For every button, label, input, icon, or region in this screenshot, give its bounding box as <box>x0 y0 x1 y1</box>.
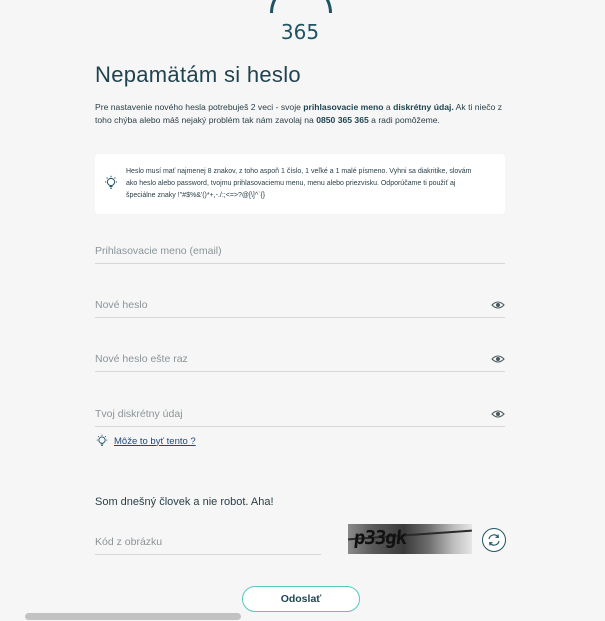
secret-field <box>95 404 505 427</box>
intro-part-1: Pre nastavenie nového hesla potrebuješ 2 veci - svoje <box>95 102 304 112</box>
captcha-code: p33gk <box>352 527 408 549</box>
new-password-field <box>95 295 505 318</box>
secret-hint-link[interactable] <box>95 433 196 449</box>
intro-bold-username: prihlasovacie meno <box>303 102 384 112</box>
eye-icon[interactable] <box>491 299 505 311</box>
eye-icon[interactable] <box>491 353 505 365</box>
secret-hint-label[interactable]: Môže to byť tento ? <box>114 435 196 447</box>
logo <box>270 0 330 44</box>
logo-text: 365 <box>280 20 320 44</box>
username-field <box>95 241 505 264</box>
refresh-icon <box>483 529 505 551</box>
horizontal-scrollbar[interactable] <box>25 613 241 620</box>
new-password-repeat-input[interactable] <box>95 349 475 369</box>
secret-input[interactable] <box>95 404 475 424</box>
page-title: Nepamätám si heslo <box>95 62 301 87</box>
new-password-input[interactable] <box>95 295 475 315</box>
new-password-repeat-field <box>95 349 505 372</box>
lightbulb-icon <box>103 175 119 191</box>
intro-part-3: Ak ti niečo z toho chýba alebo máš nejaký problém tak nám zavolaj na <box>95 102 503 125</box>
captcha-image <box>348 524 472 554</box>
password-rules-text: Heslo musí mať najmenej 8 znakov, z toho aspoň 1 číslo, 1 veľké a 1 malé písmeno. Vyhni sa diakritike, slovám ako heslo alebo password, tvojmu prihlasovaciemu menu, menu alebo priezvisku. Odporúčame ti použiť aj špeciálne znaky !"#$%&'()*+,-./:;<=>?@[\]^`{} <box>126 168 472 199</box>
intro-text <box>95 101 510 127</box>
intro-part-4: a radi pomôžeme. <box>368 115 440 125</box>
lightbulb-icon <box>95 434 109 448</box>
intro-bold-phone: 0850 365 365 <box>316 115 369 125</box>
intro-bold-secret: diskrétny údaj. <box>393 102 454 112</box>
captcha-refresh-button[interactable] <box>482 528 506 552</box>
intro-part-2: a <box>383 102 394 112</box>
username-input[interactable] <box>95 241 475 261</box>
captcha-heading: Som dnešný človek a nie robot. Aha! <box>95 496 274 508</box>
submit-button[interactable]: Odoslať <box>242 586 360 612</box>
eye-icon[interactable] <box>491 408 505 420</box>
password-info-box <box>95 154 505 214</box>
captcha-input[interactable] <box>95 532 315 552</box>
captcha-field <box>95 532 321 555</box>
